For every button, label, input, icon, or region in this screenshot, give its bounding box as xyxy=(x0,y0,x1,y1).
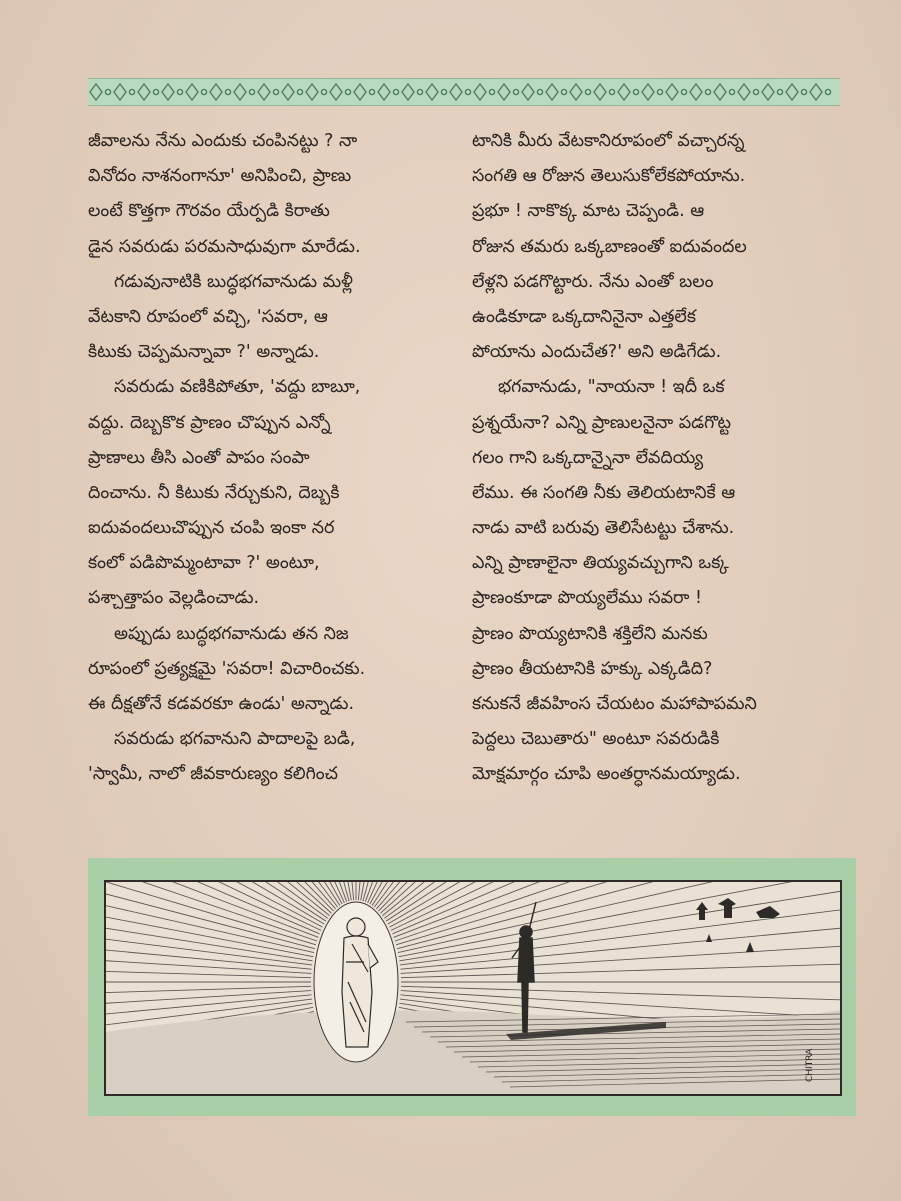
text-line: ఈ దీక్షతోనే కడవరకూ ఉండు' అన్నాడు. xyxy=(88,694,355,714)
illustration-frame xyxy=(88,858,856,1116)
text-line: సవరుడు భగవానుని పాదాలపై బడి, xyxy=(114,729,356,750)
decorative-border-band xyxy=(88,78,840,106)
text-line: లేము. ఈ సంగతి నీకు తెలియటానికే ఆ xyxy=(472,482,736,503)
text-line: పశ్చాత్తాపం వెల్లడించాడు. xyxy=(88,588,260,609)
text-line: గడువునాటికి బుద్ధభగవానుడు మళ్లీ xyxy=(114,271,353,292)
text-line: ప్రశ్నయేనా? ఎన్ని ప్రాణులనైనా పడగొట్ట xyxy=(472,412,732,433)
text-line: ప్రాణం తీయటానికి హక్కు ఎక్కడిది? xyxy=(472,658,713,679)
text-line: 'స్వామీ, నాలో జీవకారుణ్యం కలిగించ xyxy=(88,764,338,785)
text-line: పెద్దలు చెబుతారు" అంటూ సవరుడికి xyxy=(472,729,720,750)
text-line: వినోదం నాశనంగానూ' అనిపించి, ప్రాణు xyxy=(88,166,352,187)
text-line: లంటే కొత్తగా గౌరవం యేర్పడి కిరాతు xyxy=(88,201,330,222)
text-line: ఎన్ని ప్రాణాలైనా తియ్యవచ్చుగాని ఒక్క xyxy=(472,553,729,574)
text-line: ప్రాణాలు తీసి ఎంతో పాపం సంపా xyxy=(88,447,310,468)
hunter-figure xyxy=(512,902,536,1032)
text-line: లేళ్లని పడగొట్టారు. నేను ఎంతో బలం xyxy=(472,271,714,292)
distant-trees xyxy=(696,898,780,952)
text-column-right xyxy=(472,124,840,793)
text-line: టానికి మీరు వేటకానిరూపంలో వచ్చారన్న xyxy=(472,131,745,151)
text-line: సవరుడు వణికిపోతూ, 'వద్దు బాబూ, xyxy=(114,377,361,398)
text-line: కంలో పడిపొమ్మంటావా ?' అంటూ, xyxy=(88,553,320,574)
text-line: దించాను. నీ కిటుకు నేర్చుకుని, దెబ్బకి xyxy=(88,482,340,503)
text-line: వేటకాని రూపంలో వచ్చి, 'సవరా, ఆ xyxy=(88,306,328,327)
text-line: నాడు వాటి బరువు తెలిసేటట్టు చేశాను. xyxy=(472,518,735,539)
text-line: కనుకనే జీవహింస చేయటం మహాపాపమని xyxy=(472,694,757,714)
text-line: ప్రాణం పొయ్యటానికి శక్తిలేని మనకు xyxy=(472,623,708,644)
text-line: అప్పుడు బుద్ధభగవానుడు తన నిజ xyxy=(114,623,349,644)
text-line: డైన సవరుడు పరమసాధువుగా మారేడు. xyxy=(88,236,361,257)
text-line: రోజున తమరు ఒక్కబాణంతో ఐదువందల xyxy=(472,236,747,257)
text-line: జీవాలను నేను ఎందుకు చంపినట్టు ? నా xyxy=(88,131,358,151)
text-line: భగవానుడు, "నాయనా ! ఇదీ ఒక xyxy=(498,377,725,398)
text-line: పోయాను ఎందుచేత?' అని అడిగేడు. xyxy=(472,342,722,363)
text-column-left xyxy=(88,124,456,793)
text-line: గలం గాని ఒక్కదాన్నైనా లేవదియ్య xyxy=(472,447,704,468)
text-line: రూపంలో ప్రత్యక్షమై 'సవరా! విచారించకు. xyxy=(88,658,366,679)
text-line: ఉండికూడా ఒక్కదానినైనా ఎత్తలేక xyxy=(472,306,696,327)
buddha-and-hunter-illustration xyxy=(106,882,840,1094)
text-line: కిటుకు చెప్పమన్నావా ?' అన్నాడు. xyxy=(88,342,320,363)
illustration xyxy=(104,880,842,1096)
text-line: ప్రాణంకూడా పొయ్యలేము సవరా ! xyxy=(472,588,702,609)
ornament-pattern-icon xyxy=(88,79,840,105)
artist-signature: CHITRA xyxy=(805,1048,815,1082)
text-line: మోక్షమార్గం చూపి అంతర్ధానమయ్యాడు. xyxy=(472,764,741,785)
text-line: ప్రభూ ! నాకొక్క మాట చెప్పండి. ఆ xyxy=(472,201,705,222)
text-line: సంగతి ఆ రోజున తెలుసుకోలేకపోయాను. xyxy=(472,166,746,187)
text-line: వద్దు. దెబ్బకొక ప్రాణం చొప్పున ఎన్నో xyxy=(88,412,331,433)
text-line: ఐదువందలుచొప్పున చంపి ఇంకా నర xyxy=(88,518,335,539)
